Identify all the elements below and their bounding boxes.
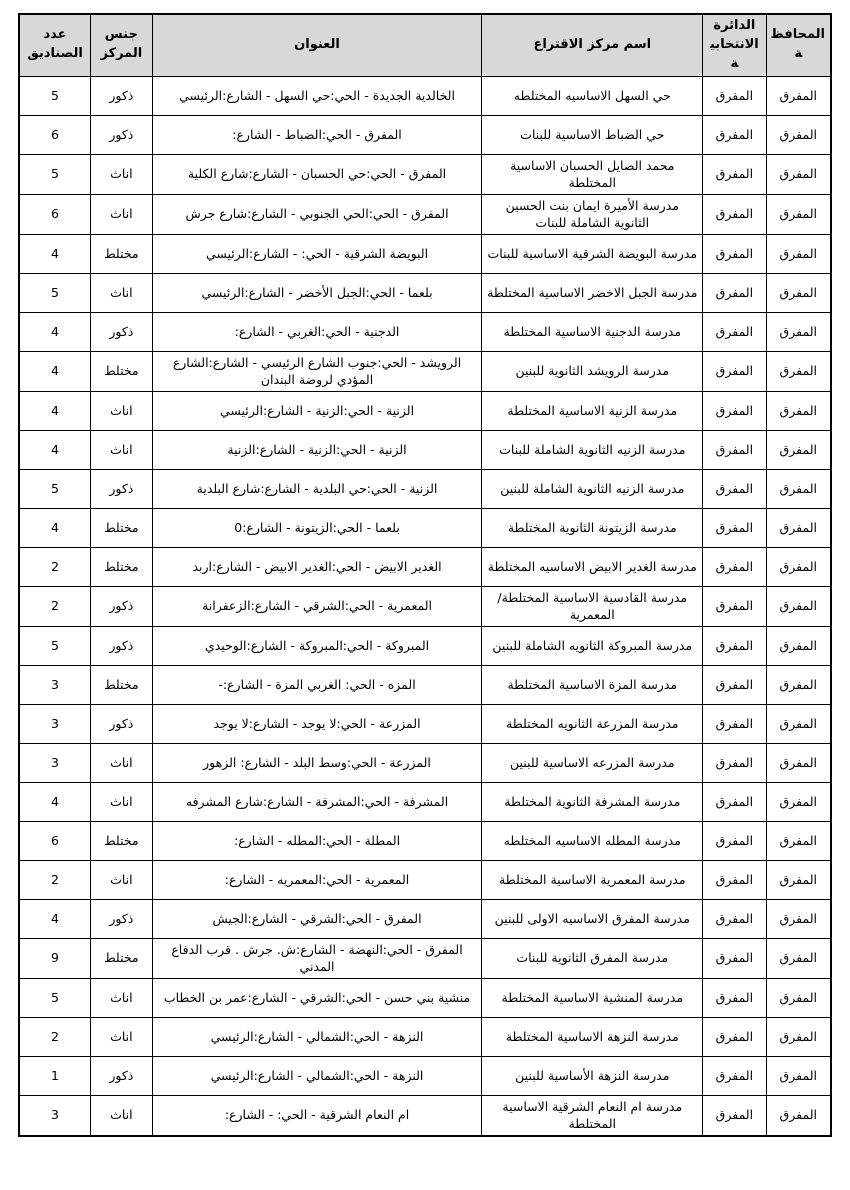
cell-polling-center-name: مدرسة المفرق الثانوية للبنات: [482, 938, 703, 978]
cell-box-count: 3: [19, 1095, 90, 1136]
cell-center-gender: ذكور: [90, 1056, 152, 1095]
cell-electoral-district: المفرق: [703, 234, 766, 273]
cell-center-gender: ذكور: [90, 76, 152, 115]
table-row: [19, 665, 831, 704]
cell-box-count: 5: [19, 469, 90, 508]
cell-address: المزه - الحي: الغربي المزة - الشارع:-: [152, 665, 482, 704]
cell-center-gender: ذكور: [90, 312, 152, 351]
cell-box-count: 4: [19, 234, 90, 273]
header-center-gender: جنس المركز: [90, 14, 152, 76]
cell-electoral-district: المفرق: [703, 154, 766, 194]
cell-governorate: المفرق: [766, 273, 831, 312]
cell-polling-center-name: مدرسة الزيتونة الثانوية المختلطة: [482, 508, 703, 547]
cell-address: الخالدية الجديدة - الحي:حي السهل - الشارع:الرئيسي: [152, 76, 482, 115]
cell-address: المفرق - الحي:الحي الجنوبي - الشارع:شارع جرش: [152, 194, 482, 234]
cell-center-gender: ذكور: [90, 115, 152, 154]
table-row: [19, 704, 831, 743]
table-row: [19, 194, 831, 234]
cell-address: منشية بني حسن - الحي:الشرقي - الشارع:عمر بن الخطاب: [152, 978, 482, 1017]
cell-address: الزنية - الحي:حي البلدية - الشارع:شارع البلدية: [152, 469, 482, 508]
cell-governorate: المفرق: [766, 547, 831, 586]
cell-box-count: 4: [19, 508, 90, 547]
cell-address: ام النعام الشرقية - الحي: - الشارع:: [152, 1095, 482, 1136]
cell-center-gender: مختلط: [90, 508, 152, 547]
cell-center-gender: ذكور: [90, 899, 152, 938]
cell-electoral-district: المفرق: [703, 547, 766, 586]
cell-polling-center-name: مدرسة المزة الاساسية المختلطة: [482, 665, 703, 704]
cell-governorate: المفرق: [766, 234, 831, 273]
cell-address: الدجنية - الحي:الغربي - الشارع:: [152, 312, 482, 351]
cell-box-count: 4: [19, 312, 90, 351]
cell-box-count: 2: [19, 586, 90, 626]
table-row: [19, 312, 831, 351]
table-row: [19, 938, 831, 978]
cell-polling-center-name: مدرسة الجبل الاخضر الاساسية المختلطة: [482, 273, 703, 312]
table-row: [19, 899, 831, 938]
cell-box-count: 5: [19, 273, 90, 312]
table-row: [19, 273, 831, 312]
table-row: [19, 586, 831, 626]
cell-box-count: 9: [19, 938, 90, 978]
cell-address: المفرق - الحي:حي الحسبان - الشارع:شارع الكلية: [152, 154, 482, 194]
cell-governorate: المفرق: [766, 665, 831, 704]
header-polling-center-name: اسم مركز الاقتراع: [482, 14, 703, 76]
cell-governorate: المفرق: [766, 391, 831, 430]
table-row: [19, 547, 831, 586]
cell-box-count: 2: [19, 1017, 90, 1056]
cell-governorate: المفرق: [766, 821, 831, 860]
cell-center-gender: ذكور: [90, 704, 152, 743]
cell-center-gender: اناث: [90, 782, 152, 821]
cell-box-count: 3: [19, 704, 90, 743]
cell-electoral-district: المفرق: [703, 391, 766, 430]
cell-electoral-district: المفرق: [703, 821, 766, 860]
cell-electoral-district: المفرق: [703, 1095, 766, 1136]
cell-electoral-district: المفرق: [703, 860, 766, 899]
cell-center-gender: اناث: [90, 154, 152, 194]
cell-center-gender: اناث: [90, 860, 152, 899]
cell-governorate: المفرق: [766, 76, 831, 115]
cell-center-gender: اناث: [90, 391, 152, 430]
cell-address: المشرفة - الحي:المشرفة - الشارع:شارع المشرفه: [152, 782, 482, 821]
cell-box-count: 5: [19, 154, 90, 194]
cell-polling-center-name: مدرسة المزرعة الثانويه المختلطة: [482, 704, 703, 743]
cell-center-gender: اناث: [90, 194, 152, 234]
cell-governorate: المفرق: [766, 1056, 831, 1095]
cell-electoral-district: المفرق: [703, 1017, 766, 1056]
cell-polling-center-name: مدرسة البويضة الشرقية الاساسية للبنات: [482, 234, 703, 273]
cell-address: الغدير الابيض - الحي:الغدير الابيض - الشارع:اربد: [152, 547, 482, 586]
cell-center-gender: اناث: [90, 273, 152, 312]
cell-polling-center-name: مدرسة الزنيه الثانوية الشاملة للبنين: [482, 469, 703, 508]
cell-box-count: 2: [19, 860, 90, 899]
cell-governorate: المفرق: [766, 704, 831, 743]
cell-governorate: المفرق: [766, 938, 831, 978]
cell-box-count: 4: [19, 430, 90, 469]
cell-address: البويضة الشرقية - الحي: - الشارع:الرئيسي: [152, 234, 482, 273]
table-row: [19, 115, 831, 154]
cell-center-gender: اناث: [90, 1095, 152, 1136]
cell-box-count: 3: [19, 743, 90, 782]
cell-box-count: 2: [19, 547, 90, 586]
header-row: [19, 14, 831, 76]
cell-address: الرويشد - الحي:جنوب الشارع الرئيسي - الشارع:الشارع المؤدي لروضة البندان: [152, 351, 482, 391]
table-row: [19, 743, 831, 782]
cell-electoral-district: المفرق: [703, 899, 766, 938]
cell-address: المعمرية - الحي:المعمريه - الشارع:: [152, 860, 482, 899]
cell-governorate: المفرق: [766, 978, 831, 1017]
cell-polling-center-name: مدرسة النزهة الاساسية المختلطة: [482, 1017, 703, 1056]
cell-polling-center-name: مدرسة الزنية الاساسية المختلطة: [482, 391, 703, 430]
cell-governorate: المفرق: [766, 312, 831, 351]
table-row: [19, 1017, 831, 1056]
table-row: [19, 1056, 831, 1095]
cell-polling-center-name: مدرسة المفرق الاساسيه الاولى للبنين: [482, 899, 703, 938]
cell-electoral-district: المفرق: [703, 508, 766, 547]
cell-electoral-district: المفرق: [703, 665, 766, 704]
cell-polling-center-name: مدرسة المشرفة الثانوية المختلطة: [482, 782, 703, 821]
cell-electoral-district: المفرق: [703, 194, 766, 234]
cell-center-gender: ذكور: [90, 469, 152, 508]
cell-address: المزرعة - الحي:لا يوجد - الشارع:لا يوجد: [152, 704, 482, 743]
cell-center-gender: ذكور: [90, 586, 152, 626]
cell-polling-center-name: مدرسة الأميرة ايمان بنت الحسين الثانوية الشاملة للبنات: [482, 194, 703, 234]
cell-governorate: المفرق: [766, 508, 831, 547]
cell-electoral-district: المفرق: [703, 469, 766, 508]
cell-center-gender: مختلط: [90, 665, 152, 704]
cell-center-gender: مختلط: [90, 351, 152, 391]
cell-polling-center-name: مدرسة القادسية الاساسية المختلطة/المعمرية: [482, 586, 703, 626]
cell-polling-center-name: مدرسة المطله الاساسيه المختلطه: [482, 821, 703, 860]
table-row: [19, 154, 831, 194]
cell-governorate: المفرق: [766, 743, 831, 782]
cell-governorate: المفرق: [766, 860, 831, 899]
cell-polling-center-name: مدرسة الرويشد الثانوية للبنين: [482, 351, 703, 391]
cell-governorate: المفرق: [766, 626, 831, 665]
table-row: [19, 469, 831, 508]
cell-governorate: المفرق: [766, 351, 831, 391]
cell-polling-center-name: مدرسة المنشية الاساسية المختلطة: [482, 978, 703, 1017]
cell-address: النزهة - الحي:الشمالي - الشارع:الرئيسي: [152, 1017, 482, 1056]
cell-governorate: المفرق: [766, 899, 831, 938]
cell-center-gender: اناث: [90, 1017, 152, 1056]
table-row: [19, 234, 831, 273]
cell-polling-center-name: حي الضباط الاساسية للبنات: [482, 115, 703, 154]
cell-address: بلعما - الحي:الزيتونة - الشارع:0: [152, 508, 482, 547]
cell-box-count: 5: [19, 626, 90, 665]
header-address: العنوان: [152, 14, 482, 76]
cell-box-count: 3: [19, 665, 90, 704]
cell-address: النزهة - الحي:الشمالي - الشارع:الرئيسي: [152, 1056, 482, 1095]
cell-electoral-district: المفرق: [703, 626, 766, 665]
cell-address: المطلة - الحي:المطله - الشارع:: [152, 821, 482, 860]
cell-box-count: 1: [19, 1056, 90, 1095]
cell-governorate: المفرق: [766, 469, 831, 508]
cell-address: بلعما - الحي:الجبل الأخضر - الشارع:الرئيسي: [152, 273, 482, 312]
table-row: [19, 626, 831, 665]
cell-governorate: المفرق: [766, 430, 831, 469]
cell-address: المفرق - الحي:الشرقي - الشارع:الجيش: [152, 899, 482, 938]
cell-center-gender: مختلط: [90, 821, 152, 860]
polling-centers-table: [18, 13, 832, 1137]
cell-electoral-district: المفرق: [703, 76, 766, 115]
cell-polling-center-name: مدرسة الغدير الابيض الاساسيه المختلطة: [482, 547, 703, 586]
header-box-count: عدد الصناديق: [19, 14, 90, 76]
cell-governorate: المفرق: [766, 115, 831, 154]
cell-address: المبروكة - الحي:المبروكة - الشارع:الوحيدي: [152, 626, 482, 665]
table-row: [19, 860, 831, 899]
cell-box-count: 5: [19, 978, 90, 1017]
cell-electoral-district: المفرق: [703, 743, 766, 782]
cell-address: المفرق - الحي:الضباط - الشارع:: [152, 115, 482, 154]
cell-electoral-district: المفرق: [703, 978, 766, 1017]
cell-center-gender: مختلط: [90, 938, 152, 978]
cell-governorate: المفرق: [766, 154, 831, 194]
cell-address: المزرعة - الحي:وسط البلد - الشارع: الزهور: [152, 743, 482, 782]
cell-electoral-district: المفرق: [703, 586, 766, 626]
table-row: [19, 1095, 831, 1136]
cell-polling-center-name: مدرسة الزنيه الثانوية الشاملة للبنات: [482, 430, 703, 469]
cell-center-gender: اناث: [90, 743, 152, 782]
cell-box-count: 4: [19, 351, 90, 391]
cell-address: المفرق - الحي:النهضة - الشارع:ش. جرش . قرب الدفاع المدني: [152, 938, 482, 978]
cell-electoral-district: المفرق: [703, 351, 766, 391]
cell-polling-center-name: مدرسة ام النعام الشرقية الاساسية المختلطة: [482, 1095, 703, 1136]
cell-center-gender: اناث: [90, 978, 152, 1017]
table-row: [19, 430, 831, 469]
cell-governorate: المفرق: [766, 586, 831, 626]
table-row: [19, 978, 831, 1017]
cell-governorate: المفرق: [766, 1017, 831, 1056]
table-row: [19, 508, 831, 547]
cell-polling-center-name: مدرسة الدجنية الاساسية المختلطة: [482, 312, 703, 351]
cell-box-count: 5: [19, 76, 90, 115]
cell-address: المعمرية - الحي:الشرقي - الشارع:الزعفرانة: [152, 586, 482, 626]
cell-governorate: المفرق: [766, 194, 831, 234]
cell-box-count: 6: [19, 115, 90, 154]
table-header: [19, 14, 831, 76]
cell-box-count: 4: [19, 782, 90, 821]
cell-electoral-district: المفرق: [703, 273, 766, 312]
cell-electoral-district: المفرق: [703, 115, 766, 154]
cell-box-count: 6: [19, 194, 90, 234]
cell-electoral-district: المفرق: [703, 782, 766, 821]
header-governorate: المحافظة: [766, 14, 831, 76]
cell-electoral-district: المفرق: [703, 938, 766, 978]
table-row: [19, 76, 831, 115]
cell-polling-center-name: حي السهل الاساسيه المختلطه: [482, 76, 703, 115]
cell-center-gender: مختلط: [90, 234, 152, 273]
cell-governorate: المفرق: [766, 1095, 831, 1136]
table-row: [19, 821, 831, 860]
cell-box-count: 4: [19, 899, 90, 938]
cell-center-gender: اناث: [90, 430, 152, 469]
cell-electoral-district: المفرق: [703, 430, 766, 469]
table-row: [19, 391, 831, 430]
table-row: [19, 782, 831, 821]
cell-polling-center-name: مدرسة المعمرية الاساسية المختلطة: [482, 860, 703, 899]
cell-polling-center-name: مدرسة المزرعه الاساسية للبنين: [482, 743, 703, 782]
cell-governorate: المفرق: [766, 782, 831, 821]
table-body: [19, 76, 831, 1136]
cell-center-gender: ذكور: [90, 626, 152, 665]
cell-polling-center-name: مدرسة النزهة الأساسية للبنين: [482, 1056, 703, 1095]
cell-box-count: 4: [19, 391, 90, 430]
cell-polling-center-name: مدرسة المبروكة الثانويه الشاملة للبنين: [482, 626, 703, 665]
cell-electoral-district: المفرق: [703, 704, 766, 743]
cell-address: الزنية - الحي:الزنية - الشارع:الزنية: [152, 430, 482, 469]
cell-polling-center-name: محمد الصايل الحسبان الاساسية المختلطة: [482, 154, 703, 194]
header-electoral-district: الدائرة الانتخابية: [703, 14, 766, 76]
table-row: [19, 351, 831, 391]
cell-address: الزنية - الحي:الزنية - الشارع:الرئيسي: [152, 391, 482, 430]
cell-center-gender: مختلط: [90, 547, 152, 586]
cell-electoral-district: المفرق: [703, 1056, 766, 1095]
cell-electoral-district: المفرق: [703, 312, 766, 351]
cell-box-count: 6: [19, 821, 90, 860]
